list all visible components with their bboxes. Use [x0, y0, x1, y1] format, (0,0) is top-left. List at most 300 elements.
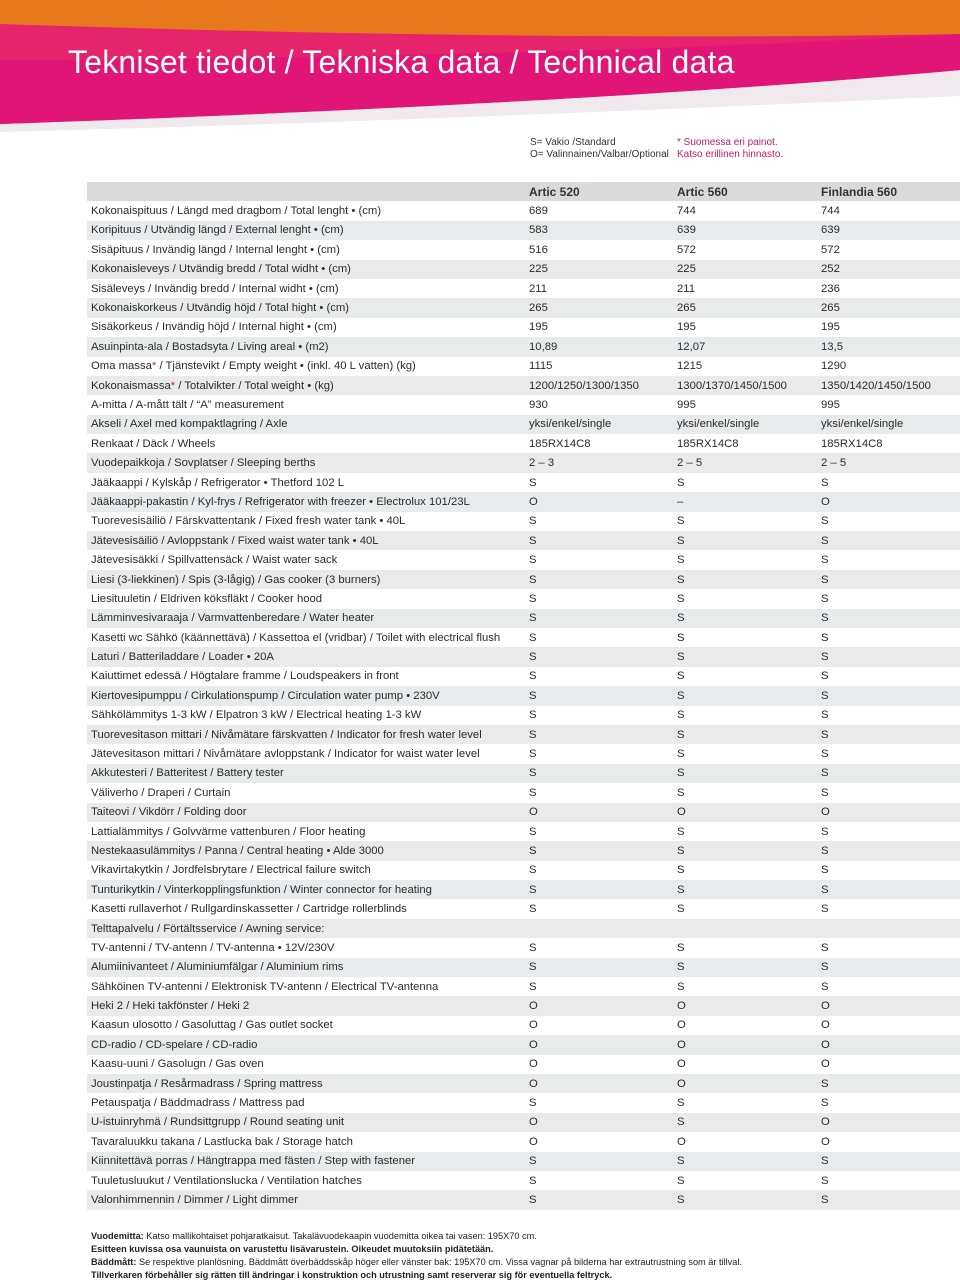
value-cell: O — [529, 1077, 538, 1090]
value-cell: 236 — [821, 282, 840, 295]
table-row — [87, 803, 960, 822]
value-cell: S — [529, 748, 537, 761]
value-cell — [673, 919, 817, 938]
table-row — [87, 512, 960, 531]
value-cell: S — [529, 612, 537, 625]
row-label-text: Jätevesitason mittari / Nivåmätare avloppstank / Indicator for waist water level — [91, 748, 480, 761]
value-cell: S — [821, 903, 829, 916]
row-label — [87, 1113, 525, 1132]
value-cell: S — [529, 554, 537, 567]
table-row — [87, 1016, 960, 1035]
value-cell: 225 — [529, 263, 548, 276]
table-row — [87, 1093, 960, 1112]
value-cell: O — [821, 1000, 830, 1013]
value-cell: S — [821, 651, 829, 664]
value-cell: S — [677, 709, 685, 722]
row-label-text: Tavaraluukku takana / Lastlucka bak / Storage hatch — [91, 1135, 353, 1148]
value-cell: S — [677, 631, 685, 644]
row-label — [87, 376, 525, 395]
value-cell: O — [677, 1019, 686, 1032]
row-label-text: Akkutesteri / Batteritest / Battery tester — [91, 767, 284, 780]
row-label-text: Koripituus / Utvändig längd / External lenght • (cm) — [91, 224, 344, 237]
value-cell: S — [677, 980, 685, 993]
row-label — [87, 880, 525, 899]
row-label-text: Kiinnitettävä porras / Hängtrappa med fästen / Step with fastener — [91, 1155, 416, 1168]
table-row — [87, 647, 960, 666]
value-cell: S — [821, 1077, 829, 1090]
row-label — [87, 1016, 525, 1035]
table-row — [87, 318, 960, 337]
table-row — [87, 473, 960, 492]
footnote-text: Katso mallikohtaiset pohjaratkaisut. Takalävuodekaapin vuodemitta oikea tai vasen: 195X70 cm. — [143, 1231, 537, 1241]
value-cell: S — [677, 592, 685, 605]
row-label — [87, 1152, 525, 1171]
table-row — [87, 861, 960, 880]
value-cell: S — [677, 689, 685, 702]
row-label — [87, 706, 525, 725]
row-label-text: Liesi (3-liekkinen) / Spis (3-lågig) / Gas cooker (3 burners) — [91, 573, 381, 586]
value-cell: S — [821, 612, 829, 625]
table-row — [87, 221, 960, 240]
table-row — [87, 764, 960, 783]
row-label-text: Lattialämmitys / Golvvärme vattenburen / Floor heating — [91, 825, 366, 838]
row-label — [87, 1190, 525, 1209]
column-header: Finlandia 560 — [821, 184, 898, 199]
value-cell: 583 — [529, 224, 548, 237]
row-label — [87, 628, 525, 647]
value-cell: O — [529, 1038, 538, 1051]
value-cell: S — [529, 903, 537, 916]
value-cell: 12,07 — [677, 340, 706, 353]
value-cell: S — [821, 825, 829, 838]
value-cell: S — [677, 786, 685, 799]
row-label-text: Kasetti rullaverhot / Rullgardinskassetter / Cartridge rollerblinds — [91, 903, 407, 916]
value-cell: yksi/enkel/single — [821, 418, 904, 431]
row-label — [87, 744, 525, 763]
table-header-row — [87, 182, 960, 201]
value-cell: 572 — [821, 243, 840, 256]
value-cell: S — [677, 844, 685, 857]
value-cell: O — [677, 1135, 686, 1148]
row-label-text: Kokonaisleveys / Utvändig bredd / Total widht • (cm) — [91, 263, 351, 276]
value-cell: 744 — [821, 205, 840, 218]
table-row — [87, 686, 960, 705]
table-row — [87, 201, 960, 220]
row-label-text: A-mitta / A-mått tält / “A” measurement — [91, 398, 284, 411]
value-cell: S — [529, 980, 537, 993]
value-cell: S — [529, 1194, 537, 1206]
value-cell: 744 — [677, 205, 696, 218]
row-label-text: Jääkaappi-pakastin / Kyl-frys / Refrigerator with freezer • Electrolux 101/23L — [91, 495, 470, 508]
value-cell: S — [677, 1155, 685, 1168]
value-cell: 1350/1420/1450/1500 — [821, 379, 931, 392]
value-cell: S — [677, 941, 685, 954]
value-cell: S — [677, 1194, 685, 1206]
value-cell: S — [529, 534, 537, 547]
row-label-text: Liesituuletin / Eldriven köksfläkt / Cooker hood — [91, 592, 323, 605]
row-label-text: Tuorevesisäiliö / Färskvattentank / Fixed fresh water tank • 40L — [91, 515, 406, 528]
row-label — [87, 279, 525, 298]
legend-optional: O= Valinnainen/Valbar/Optional — [530, 149, 669, 160]
row-label — [87, 861, 525, 880]
value-cell: S — [677, 1174, 685, 1187]
value-cell: 195 — [821, 321, 840, 334]
value-cell: 252 — [821, 263, 840, 276]
table-row — [87, 376, 960, 395]
row-label — [87, 803, 525, 822]
value-cell: S — [821, 515, 829, 528]
table-row — [87, 453, 960, 472]
value-cell: S — [677, 1097, 685, 1110]
value-cell: 689 — [529, 205, 548, 218]
row-label — [87, 337, 525, 356]
row-label-text: Sisäleveys / Invändig bredd / Internal widht • (cm) — [91, 282, 339, 295]
value-cell: S — [821, 554, 829, 567]
column-header: Artic 560 — [677, 184, 728, 199]
row-label — [87, 783, 525, 802]
value-cell: 2 – 5 — [821, 457, 847, 470]
value-cell: S — [529, 883, 537, 896]
value-cell: O — [677, 1077, 686, 1090]
row-label-text: Sisäpituus / Invändig längd / Internal lenght • (cm) — [91, 243, 340, 256]
row-label-text: Kasetti wc Sähkö (käännettävä) / Kassettoa el (vridbar) / Toilet with electrical flush — [91, 631, 501, 644]
row-label-text: Tuorevesitason mittari / Nivåmätare färskvatten / Indicator for fresh water level — [91, 728, 482, 741]
value-cell: 572 — [677, 243, 696, 256]
value-cell: S — [821, 1174, 829, 1187]
row-label — [87, 240, 525, 259]
value-cell: O — [821, 806, 830, 819]
row-label — [87, 589, 525, 608]
value-cell: 1115 — [529, 360, 553, 373]
value-cell: O — [529, 1000, 538, 1013]
value-cell: 265 — [529, 302, 548, 315]
row-label-text: Kiertovesipumppu / Cirkulationspump / Circulation water pump • 230V — [91, 689, 440, 702]
value-cell: S — [821, 689, 829, 702]
value-cell: 195 — [677, 321, 696, 334]
value-cell: S — [529, 689, 537, 702]
page-title: Tekniset tiedot / Tekniska data / Technical data — [68, 44, 735, 80]
value-cell: 185RX14C8 — [821, 437, 883, 450]
row-label-text: Laturi / Batteriladdare / Loader • 20A — [91, 651, 274, 664]
value-cell: S — [677, 573, 685, 586]
value-cell: 1215 — [677, 360, 703, 373]
value-cell: S — [821, 573, 829, 586]
footnote-label: Vuodemitta: — [91, 1231, 144, 1241]
value-cell: 639 — [677, 224, 696, 237]
value-cell: 995 — [821, 398, 840, 411]
table-row — [87, 822, 960, 841]
value-cell: S — [821, 786, 829, 799]
value-cell: 13,5 — [821, 340, 843, 353]
row-label — [87, 221, 525, 240]
value-cell: 1290 — [821, 360, 847, 373]
table-row — [87, 298, 960, 317]
asterisk-mark: * — [151, 360, 157, 373]
value-cell: S — [677, 767, 685, 780]
asterisk-mark: * — [170, 379, 176, 392]
footnote-label: Bäddmått: — [91, 1257, 137, 1267]
table-body — [87, 201, 960, 1209]
value-cell: 995 — [677, 398, 696, 411]
value-cell: S — [821, 864, 829, 877]
value-cell: 2 – 5 — [677, 457, 703, 470]
value-cell: S — [677, 515, 685, 528]
value-cell: S — [821, 1097, 829, 1110]
row-label — [87, 453, 525, 472]
row-label — [87, 686, 525, 705]
value-cell: O — [529, 495, 538, 508]
row-label — [87, 357, 525, 376]
table-row — [87, 958, 960, 977]
value-cell: O — [529, 1135, 538, 1148]
row-label-text: Vikavirtakytkin / Jordfelsbrytare / Electrical failure switch — [91, 864, 371, 877]
row-label-text: Asuinpinta-ala / Bostadsyta / Living areal • (m2) — [91, 340, 329, 353]
row-label-text: Lämminvesivaraaja / Varmvattenberedare / Water heater — [91, 612, 375, 625]
row-label-text: Alumiinivanteet / Aluminiumfälgar / Aluminium rims — [91, 961, 344, 974]
row-label-text: Heki 2 / Heki takfönster / Heki 2 — [91, 1000, 250, 1013]
row-label — [87, 996, 525, 1015]
table-row — [87, 977, 960, 996]
value-cell: S — [677, 554, 685, 567]
value-cell: S — [677, 748, 685, 761]
row-label — [87, 434, 525, 453]
value-cell: S — [821, 961, 829, 974]
value-cell: – — [677, 495, 684, 508]
table-row — [87, 1055, 960, 1074]
table-row — [87, 395, 960, 414]
table-row — [87, 1152, 960, 1171]
row-label — [87, 977, 525, 996]
row-label-text: Sisäkorkeus / Invändig höjd / Internal hight • (cm) — [91, 321, 337, 334]
weights-note: * Suomessa eri painot. — [677, 137, 778, 148]
table-row — [87, 260, 960, 279]
row-label-text: Valonhimmennin / Dimmer / Light dimmer — [91, 1194, 298, 1206]
table-row — [87, 996, 960, 1015]
value-cell: 516 — [529, 243, 548, 256]
price-list-note: Katso erillinen hinnasto. — [677, 149, 784, 160]
value-cell: S — [677, 476, 685, 489]
value-cell: S — [529, 1174, 537, 1187]
value-cell: 265 — [677, 302, 696, 315]
value-cell: O — [821, 1116, 830, 1129]
row-label — [87, 647, 525, 666]
table-row — [87, 1132, 960, 1151]
row-label — [87, 822, 525, 841]
value-cell: 639 — [821, 224, 840, 237]
value-cell: S — [529, 1097, 537, 1110]
value-cell: S — [821, 1155, 829, 1168]
row-label-text: Kaasu-uuni / Gasolugn / Gas oven — [91, 1058, 264, 1071]
value-cell: 195 — [529, 321, 548, 334]
column-header: Artic 520 — [529, 184, 580, 199]
row-label-text: Taiteovi / Vikdörr / Folding door — [91, 806, 247, 819]
row-label-text: Kaiuttimet edessä / Högtalare framme / Loudspeakers in front — [91, 670, 399, 683]
value-cell: S — [529, 1155, 537, 1168]
table-row — [87, 1190, 960, 1209]
value-cell: O — [821, 495, 830, 508]
row-label-text: Tuuletusluukut / Ventilationslucka / Ventilation hatches — [91, 1174, 362, 1187]
value-cell: 10,89 — [529, 340, 558, 353]
header-label-cell — [87, 182, 525, 201]
row-label — [87, 531, 525, 550]
table-row — [87, 240, 960, 259]
value-cell: O — [821, 1058, 830, 1071]
value-cell — [525, 919, 673, 938]
value-cell: 225 — [677, 263, 696, 276]
table-row — [87, 609, 960, 628]
value-cell: S — [821, 534, 829, 547]
row-label — [87, 473, 525, 492]
row-label — [87, 919, 525, 938]
value-cell — [817, 919, 960, 938]
value-cell: S — [677, 825, 685, 838]
value-cell: 265 — [821, 302, 840, 315]
table-row — [87, 880, 960, 899]
value-cell: S — [677, 612, 685, 625]
value-cell: S — [821, 941, 829, 954]
row-label-text: / Totalvikter / Total weight • (kg) — [175, 379, 334, 392]
value-cell: 185RX14C8 — [677, 437, 739, 450]
value-cell: O — [529, 806, 538, 819]
value-cell: S — [529, 961, 537, 974]
row-label-text: Renkaat / Däck / Wheels — [91, 437, 216, 450]
value-cell: O — [529, 1116, 538, 1129]
value-cell: S — [821, 1194, 829, 1206]
row-label — [87, 764, 525, 783]
row-label — [87, 725, 525, 744]
value-cell: S — [677, 903, 685, 916]
row-label-text: Jätevesisäiliö / Avloppstank / Fixed waist water tank • 40L — [91, 534, 379, 547]
row-label-text: Kaasun ulosotto / Gasoluttag / Gas outlet socket — [91, 1019, 333, 1032]
row-label — [87, 609, 525, 628]
value-cell: O — [821, 1019, 830, 1032]
footnote-line: Esitteen kuvissa osa vaunuista on varustettu lisävarustein. Oikeudet muutoksiin pidätetään. — [91, 1244, 494, 1254]
value-cell: S — [821, 980, 829, 993]
value-cell: S — [529, 651, 537, 664]
row-label-text: Oma massa — [91, 360, 152, 373]
value-cell: O — [821, 1038, 830, 1051]
row-label — [87, 899, 525, 918]
price-note — [677, 137, 783, 161]
row-label — [87, 201, 525, 220]
table-row — [87, 1035, 960, 1054]
value-cell: O — [529, 1058, 538, 1071]
table-row — [87, 337, 960, 356]
value-cell: O — [677, 1058, 686, 1071]
table-row — [87, 841, 960, 860]
value-cell: S — [529, 573, 537, 586]
row-label-text: Kokonaispituus / Längd med dragbom / Total lenght • (cm) — [91, 205, 382, 218]
row-label — [87, 667, 525, 686]
row-label-text: Jääkaappi / Kylskåp / Refrigerator • Thetford 102 L — [91, 476, 345, 489]
row-label — [87, 1074, 525, 1093]
row-label — [87, 415, 525, 434]
value-cell: S — [529, 476, 537, 489]
value-cell: S — [821, 883, 829, 896]
table-row — [87, 1113, 960, 1132]
value-cell: S — [821, 844, 829, 857]
value-cell: O — [677, 1038, 686, 1051]
value-cell: S — [821, 592, 829, 605]
value-cell: S — [529, 631, 537, 644]
value-cell: yksi/enkel/single — [677, 418, 760, 431]
table-row — [87, 783, 960, 802]
footnote-line — [91, 1256, 742, 1269]
table-row — [87, 899, 960, 918]
row-label — [87, 260, 525, 279]
value-cell: S — [529, 844, 537, 857]
row-label — [87, 1132, 525, 1151]
footnote-text: Se respektive planlösning. Bäddmått överbäddsskåp höger eller vänster bak: 195X70 cm. Vissa vagnar på bilderna har extrautrustning som är tillval. — [136, 1257, 742, 1267]
table-row — [87, 492, 960, 511]
table-row — [87, 570, 960, 589]
row-label — [87, 1055, 525, 1074]
table-row — [87, 1171, 960, 1190]
table-row — [87, 919, 960, 938]
table-row — [87, 706, 960, 725]
row-label-text: Kokonaiskorkeus / Utvändig höjd / Total hight • (cm) — [91, 302, 350, 315]
table-row — [87, 628, 960, 647]
row-label — [87, 958, 525, 977]
footnote-line: Tillverkaren förbehåller sig rätten till ändringar i konstruktion och utrustning samt reserverar sig för eventuella feltryck. — [91, 1270, 613, 1280]
row-label-text: TV-antenni / TV-antenn / TV-antenna • 12V/230V — [91, 941, 335, 954]
table-row — [87, 434, 960, 453]
row-label — [87, 1035, 525, 1054]
value-cell: S — [529, 515, 537, 528]
value-cell: 930 — [529, 398, 548, 411]
value-cell: 211 — [677, 282, 696, 295]
row-label-text: Akseli / Axel med kompaktlagring / Axle — [91, 418, 288, 431]
value-cell: O — [529, 1019, 538, 1032]
footnotes — [91, 1230, 742, 1282]
table-row — [87, 744, 960, 763]
row-label-text: Vuodepaikkoja / Sovplatser / Sleeping berths — [91, 457, 316, 470]
row-label — [87, 938, 525, 957]
value-cell: S — [677, 728, 685, 741]
value-cell: S — [677, 651, 685, 664]
table-row — [87, 667, 960, 686]
row-label — [87, 492, 525, 511]
value-cell: S — [821, 748, 829, 761]
value-cell: 185RX14C8 — [529, 437, 591, 450]
row-label — [87, 318, 525, 337]
value-cell: S — [529, 670, 537, 683]
value-cell: 211 — [529, 282, 548, 295]
value-cell: S — [677, 864, 685, 877]
row-label — [87, 298, 525, 317]
row-label-text: Väliverho / Draperi / Curtain — [91, 786, 231, 799]
row-label-text: Sähkölämmitys 1-3 kW / Elpatron 3 kW / Electrical heating 1-3 kW — [91, 709, 422, 722]
value-cell: S — [529, 864, 537, 877]
value-cell: O — [677, 1000, 686, 1013]
value-cell: S — [677, 534, 685, 547]
value-cell: S — [677, 670, 685, 683]
value-cell: S — [529, 592, 537, 605]
value-cell: S — [677, 961, 685, 974]
row-label — [87, 1093, 525, 1112]
row-label — [87, 841, 525, 860]
row-label-text: Jätevesisäkki / Spillvattensäck / Waist water sack — [91, 554, 338, 567]
table-row — [87, 938, 960, 957]
row-label-text: Telttapalvelu / Förtältsservice / Awning service: — [91, 922, 325, 935]
row-label-text: / Tjänstevikt / Empty weight • (inkl. 40 L vatten) (kg) — [156, 360, 416, 373]
value-cell: 1300/1370/1450/1500 — [677, 379, 787, 392]
legend-standard: S= Vakio /Standard — [530, 137, 616, 148]
table-row — [87, 550, 960, 569]
value-cell: S — [529, 825, 537, 838]
row-label-text: Nestekaasulämmitys / Panna / Central heating • Alde 3000 — [91, 844, 384, 857]
value-cell: S — [529, 728, 537, 741]
